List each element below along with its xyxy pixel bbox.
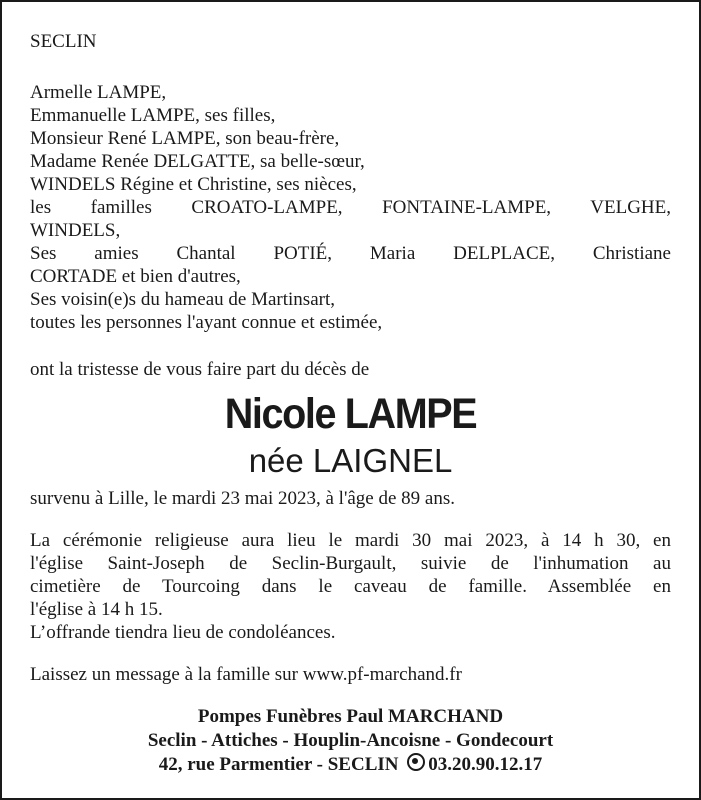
online-message: Laissez un message à la famille sur www.pf-marchand.fr	[30, 664, 462, 685]
ceremony-line: La cérémonie religieuse aura lieu le mardi 30 mai 2023, à 14 h 30, en	[30, 530, 671, 551]
funeral-home-locations: Seclin - Attiches - Houplin-Ancoisne - Gondecourt	[147, 730, 554, 751]
ceremony-line: L’offrande tiendra lieu de condoléances.	[30, 622, 336, 643]
funeral-home-contact	[2, 753, 699, 777]
family-line: toutes les personnes l'ayant connue et estimée,	[30, 312, 383, 333]
family-line: Armelle LAMPE,	[30, 82, 167, 103]
ceremony-line: l'église à 14 h 15.	[30, 599, 163, 620]
death-notice: survenu à Lille, le mardi 23 mai 2023, à l'âge de 89 ans.	[30, 488, 455, 509]
town-heading: SECLIN	[30, 31, 97, 52]
family-line: WINDELS,	[30, 220, 121, 241]
family-list	[30, 81, 671, 334]
announcement: ont la tristesse de vous faire part du décès de	[30, 359, 370, 380]
funeral-home-footer	[2, 705, 699, 777]
family-line: Ses amies Chantal POTIÉ, Maria DELPLACE, Christiane	[30, 243, 671, 264]
ceremony-details	[30, 529, 671, 644]
notice-body	[30, 30, 671, 686]
family-line: Madame Renée DELGATTE, sa belle-sœur,	[30, 151, 365, 172]
funeral-home-phone: 03.20.90.12.17	[428, 754, 543, 775]
family-line: WINDELS Régine et Christine, ses nièces,	[30, 174, 357, 195]
family-line: Ses voisin(e)s du hameau de Martinsart,	[30, 289, 335, 310]
maiden-name: née LAIGNEL	[248, 442, 453, 479]
ceremony-line: l'église Saint-Joseph de Seclin-Burgault, suivie de l'inhumation au	[30, 553, 671, 574]
funeral-home-address: 42, rue Parmentier - SECLIN	[158, 754, 399, 775]
phone-icon	[407, 753, 425, 771]
deceased-name: Nicole LAMPE	[224, 390, 477, 438]
family-line: Monsieur René LAMPE, son beau-frère,	[30, 128, 340, 149]
family-line: les familles CROATO-LAMPE, FONTAINE-LAMPE, VELGHE,	[30, 197, 671, 218]
funeral-home-name: Pompes Funèbres Paul MARCHAND	[197, 706, 504, 727]
family-line: Emmanuelle LAMPE, ses filles,	[30, 105, 276, 126]
ceremony-line: cimetière de Tourcoing dans le caveau de famille. Assemblée en	[30, 576, 671, 597]
family-line: CORTADE et bien d'autres,	[30, 266, 241, 287]
